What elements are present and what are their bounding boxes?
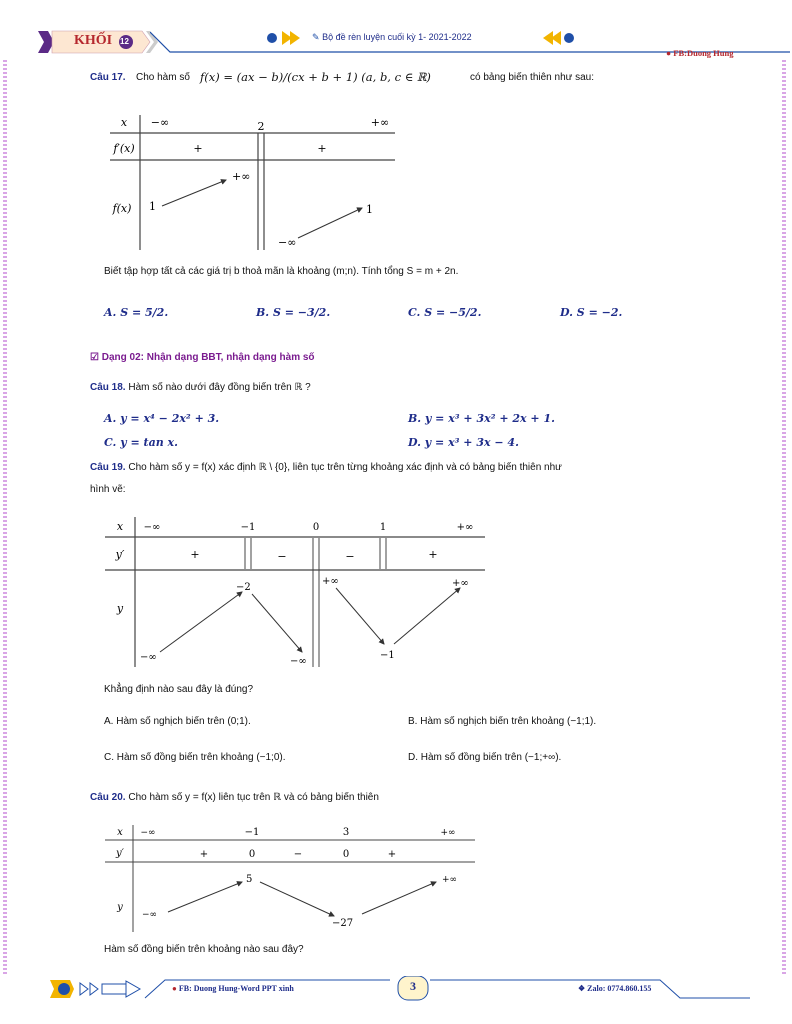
q17-x-neginf: −∞ [150, 116, 170, 129]
q20-x-posinf: +∞ [440, 828, 456, 838]
header-author [666, 48, 734, 58]
q19-x-1: 1 [379, 522, 387, 533]
q19-option-a[interactable]: A. Hàm số nghịch biến trên (0;1). [104, 716, 251, 727]
q19-y-label: y [116, 602, 124, 615]
q17-option-b[interactable]: B. S = −3/2. [256, 306, 331, 319]
page-number: 3 [410, 979, 416, 993]
header-arrows-left [258, 29, 308, 47]
q19-y-neginf-left: −∞ [140, 652, 157, 663]
q20-y-label: y [117, 902, 123, 913]
q17-f-1-left: 1 [149, 200, 156, 213]
q19-text-1: Cho hàm số y = f(x) xác định ℝ \ {0}, liên tục trên từng khoảng xác định và có bảng biến thiên như [128, 462, 562, 473]
q19-y-posinf-mid: +∞ [322, 576, 339, 587]
q19-x-posinf: +∞ [456, 522, 474, 533]
q19-stem [90, 462, 730, 473]
q20-x-3: 3 [342, 827, 350, 838]
q18-option-c[interactable]: C. y = tan x. [104, 436, 178, 449]
dot-icon: ● [666, 48, 672, 58]
q17-options [104, 306, 704, 336]
q20-x-label: x [117, 827, 123, 838]
q20-prompt: Hàm số đồng biến trên khoảng nào sau đây? [104, 944, 304, 955]
q17-label: Câu 17. [90, 72, 126, 83]
q19-prompt: Khẳng định nào sau đây là đúng? [104, 684, 254, 695]
q20-deriv-zero1: 0 [248, 849, 256, 860]
q19-deriv-minus1: − [277, 550, 287, 563]
q19-y-m1: −1 [380, 650, 395, 661]
q20-variation-table [100, 820, 480, 936]
q19-y-neginf-mid: −∞ [290, 656, 307, 667]
q18-option-a[interactable]: A. y = x⁴ − 2x² + 3. [104, 412, 220, 425]
q19-y-posinf-right: +∞ [452, 578, 469, 589]
q17-deriv-plus1: + [193, 142, 203, 155]
q17-deriv-plus2: + [317, 142, 327, 155]
q20-y-m27: −27 [332, 918, 354, 929]
q17-f-1-right: 1 [366, 203, 373, 216]
q20-y-5: 5 [246, 874, 253, 885]
q20-text: Cho hàm số y = f(x) liên tục trên ℝ và có bảng biến thiên [128, 792, 379, 803]
q20-deriv-label: y′ [116, 848, 124, 859]
q18-option-b[interactable]: B. y = x³ + 3x² + 2x + 1. [408, 412, 555, 425]
q19-deriv-label: y′ [115, 548, 125, 561]
q17-option-a[interactable]: A. S = 5/2. [104, 306, 169, 319]
q17-f-label: f(x) [112, 202, 132, 215]
grade-label: KHỐI [74, 33, 113, 48]
q19-option-c[interactable]: C. Hàm số đồng biến trên khoảng (−1;0). [104, 752, 286, 763]
q17-deriv-label: f′(x) [113, 142, 135, 155]
q17-intro: Cho hàm số [136, 72, 190, 83]
right-border [782, 60, 786, 974]
q18-label: Câu 18. [90, 382, 126, 393]
pencil-icon: ✎ [312, 32, 320, 42]
q20-stem [90, 792, 379, 803]
q20-y-posinf: +∞ [442, 875, 458, 885]
q17-x-posinf: +∞ [370, 116, 390, 129]
q17-option-c[interactable]: C. S = −5/2. [408, 306, 482, 319]
q20-x-m1: −1 [244, 827, 260, 838]
q19-option-d[interactable]: D. Hàm số đồng biến trên (−1;+∞). [408, 752, 562, 763]
q19-deriv-plus2: + [428, 548, 438, 561]
q17-f-posinf: +∞ [232, 170, 251, 183]
header-title [312, 32, 472, 43]
header-title-text: Bộ đề rèn luyện cuối kỳ 1- 2021-2022 [322, 32, 472, 42]
q19-deriv-minus2: − [345, 550, 355, 563]
q19-x-neginf: −∞ [143, 522, 161, 533]
q17-f-neginf: −∞ [278, 236, 297, 249]
left-border [3, 60, 7, 974]
dot-icon: ● [172, 984, 177, 993]
q17-option-d[interactable]: D. S = −2. [560, 306, 623, 319]
q18-stem [90, 382, 311, 393]
q18-text: Hàm số nào dưới đây đồng biến trên ℝ ? [128, 382, 311, 393]
q17-prompt: Biết tập hợp tất cả các giá trị b thoả mãn là khoảng (m;n). Tính tổng S = m + 2n. [104, 266, 459, 277]
footer-zalo-text: Zalo: 0774.860.155 [587, 984, 652, 993]
grade-number: 12 [120, 37, 129, 46]
q20-y-neginf: −∞ [142, 910, 158, 920]
header-author-text: FB:Duong Hung [673, 48, 734, 58]
q18-option-d[interactable]: D. y = x³ + 3x − 4. [408, 436, 519, 449]
q20-label: Câu 20. [90, 792, 126, 803]
q19-x-label: x [116, 520, 124, 533]
diamond-icon: ❖ [578, 984, 586, 993]
q19-variation-table [100, 512, 490, 672]
q17-stem [90, 66, 690, 92]
q19-label: Câu 19. [90, 462, 126, 473]
q20-x-neginf: −∞ [140, 828, 156, 838]
q20-deriv-zero2: 0 [342, 849, 350, 860]
q19-y-m2: −2 [236, 582, 251, 593]
q17-x-2: 2 [257, 120, 265, 133]
section-heading-text: Dạng 02: Nhận dạng BBT, nhận dạng hàm số [101, 352, 315, 363]
q19-x-0: 0 [312, 522, 320, 533]
header-arrows-right [535, 29, 585, 47]
q19-x-m1: −1 [240, 522, 256, 533]
checkbox-icon: ☑ [90, 352, 99, 363]
q20-deriv-minus: − [293, 849, 303, 860]
q19-text-2: hình vẽ: [90, 484, 126, 495]
q19-option-b[interactable]: B. Hàm số nghịch biến trên khoảng (−1;1). [408, 716, 597, 727]
q17-tail: có bảng biến thiên như sau: [470, 72, 595, 83]
q17-variation-table [100, 110, 400, 260]
q17-formula: f(x) = (ax − b)/(cx + b + 1) (a, b, c ∈ ℝ) [200, 70, 431, 84]
q17-x-label: x [120, 116, 128, 129]
section-heading [90, 352, 315, 363]
footer-fb-text: FB: Duong Hung-Word PPT xinh [178, 984, 294, 993]
footer-fb [172, 984, 294, 993]
footer-zalo [578, 984, 651, 993]
q20-deriv-plus1: + [199, 849, 209, 860]
q19-deriv-plus1: + [190, 548, 200, 561]
q20-deriv-plus2: + [387, 849, 397, 860]
